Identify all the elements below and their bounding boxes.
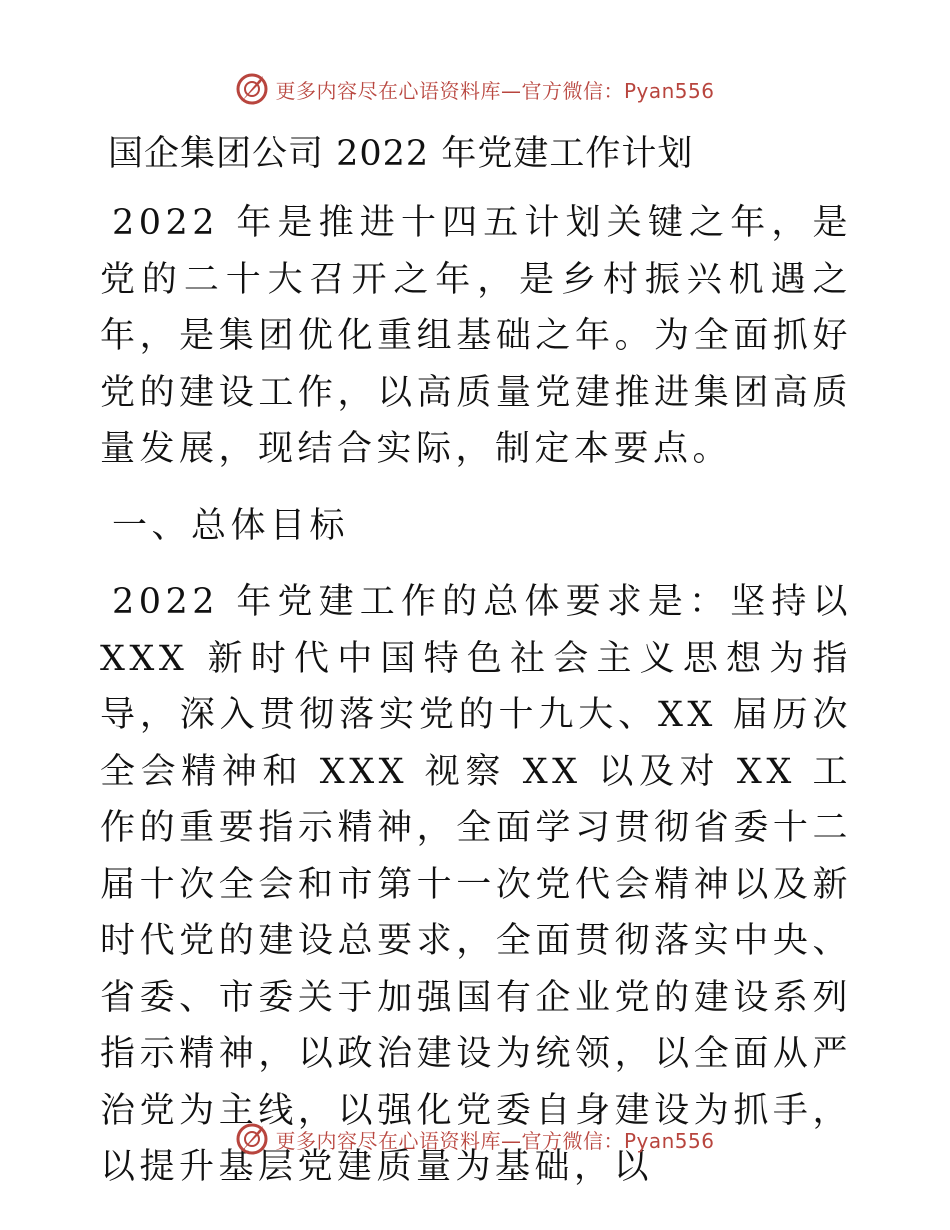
watermark-text: 更多内容尽在心语资料库—官方微信：Pyan556 [275, 78, 715, 103]
watermark-text: 更多内容尽在心语资料库—官方微信：Pyan556 [275, 1128, 715, 1153]
document-title: 国企集团公司 2022 年党建工作计划 [108, 134, 694, 174]
quill-circle-logo [235, 72, 269, 106]
quill-circle-logo [235, 1122, 269, 1156]
body-paragraph: 2022 年党建工作的总体要求是：坚持以 XXX 新时代中国特色社会主义思想为指导，深入贯彻落实党的十九大、XX 届历次全会精神和 XXX 视察 XX 以及对 XX 工作的重要指示精神，全面学习贯彻省委十二届十次全会和市第十一次党代会精神以及新时代党的建设总要求，全面贯彻落实中央、省委、市委关于加强国有企业党的建设系列指示精神，以政治建设为统领，以全面从严治党为主线，以强化党委自身建设为抓手，以提升基层党建质量为基础，以 [100, 582, 852, 1187]
watermark-header [0, 72, 950, 106]
section-heading: 一、总体目标 [112, 506, 350, 546]
watermark-footer [0, 1122, 950, 1156]
intro-paragraph: 2022 年是推进十四五计划关键之年，是党的二十大召开之年，是乡村振兴机遇之年，是集团优化重组基础之年。为全面抓好党的建设工作，以高质量党建推进集团高质量发展，现结合实际，制定本要点。 [100, 203, 852, 469]
